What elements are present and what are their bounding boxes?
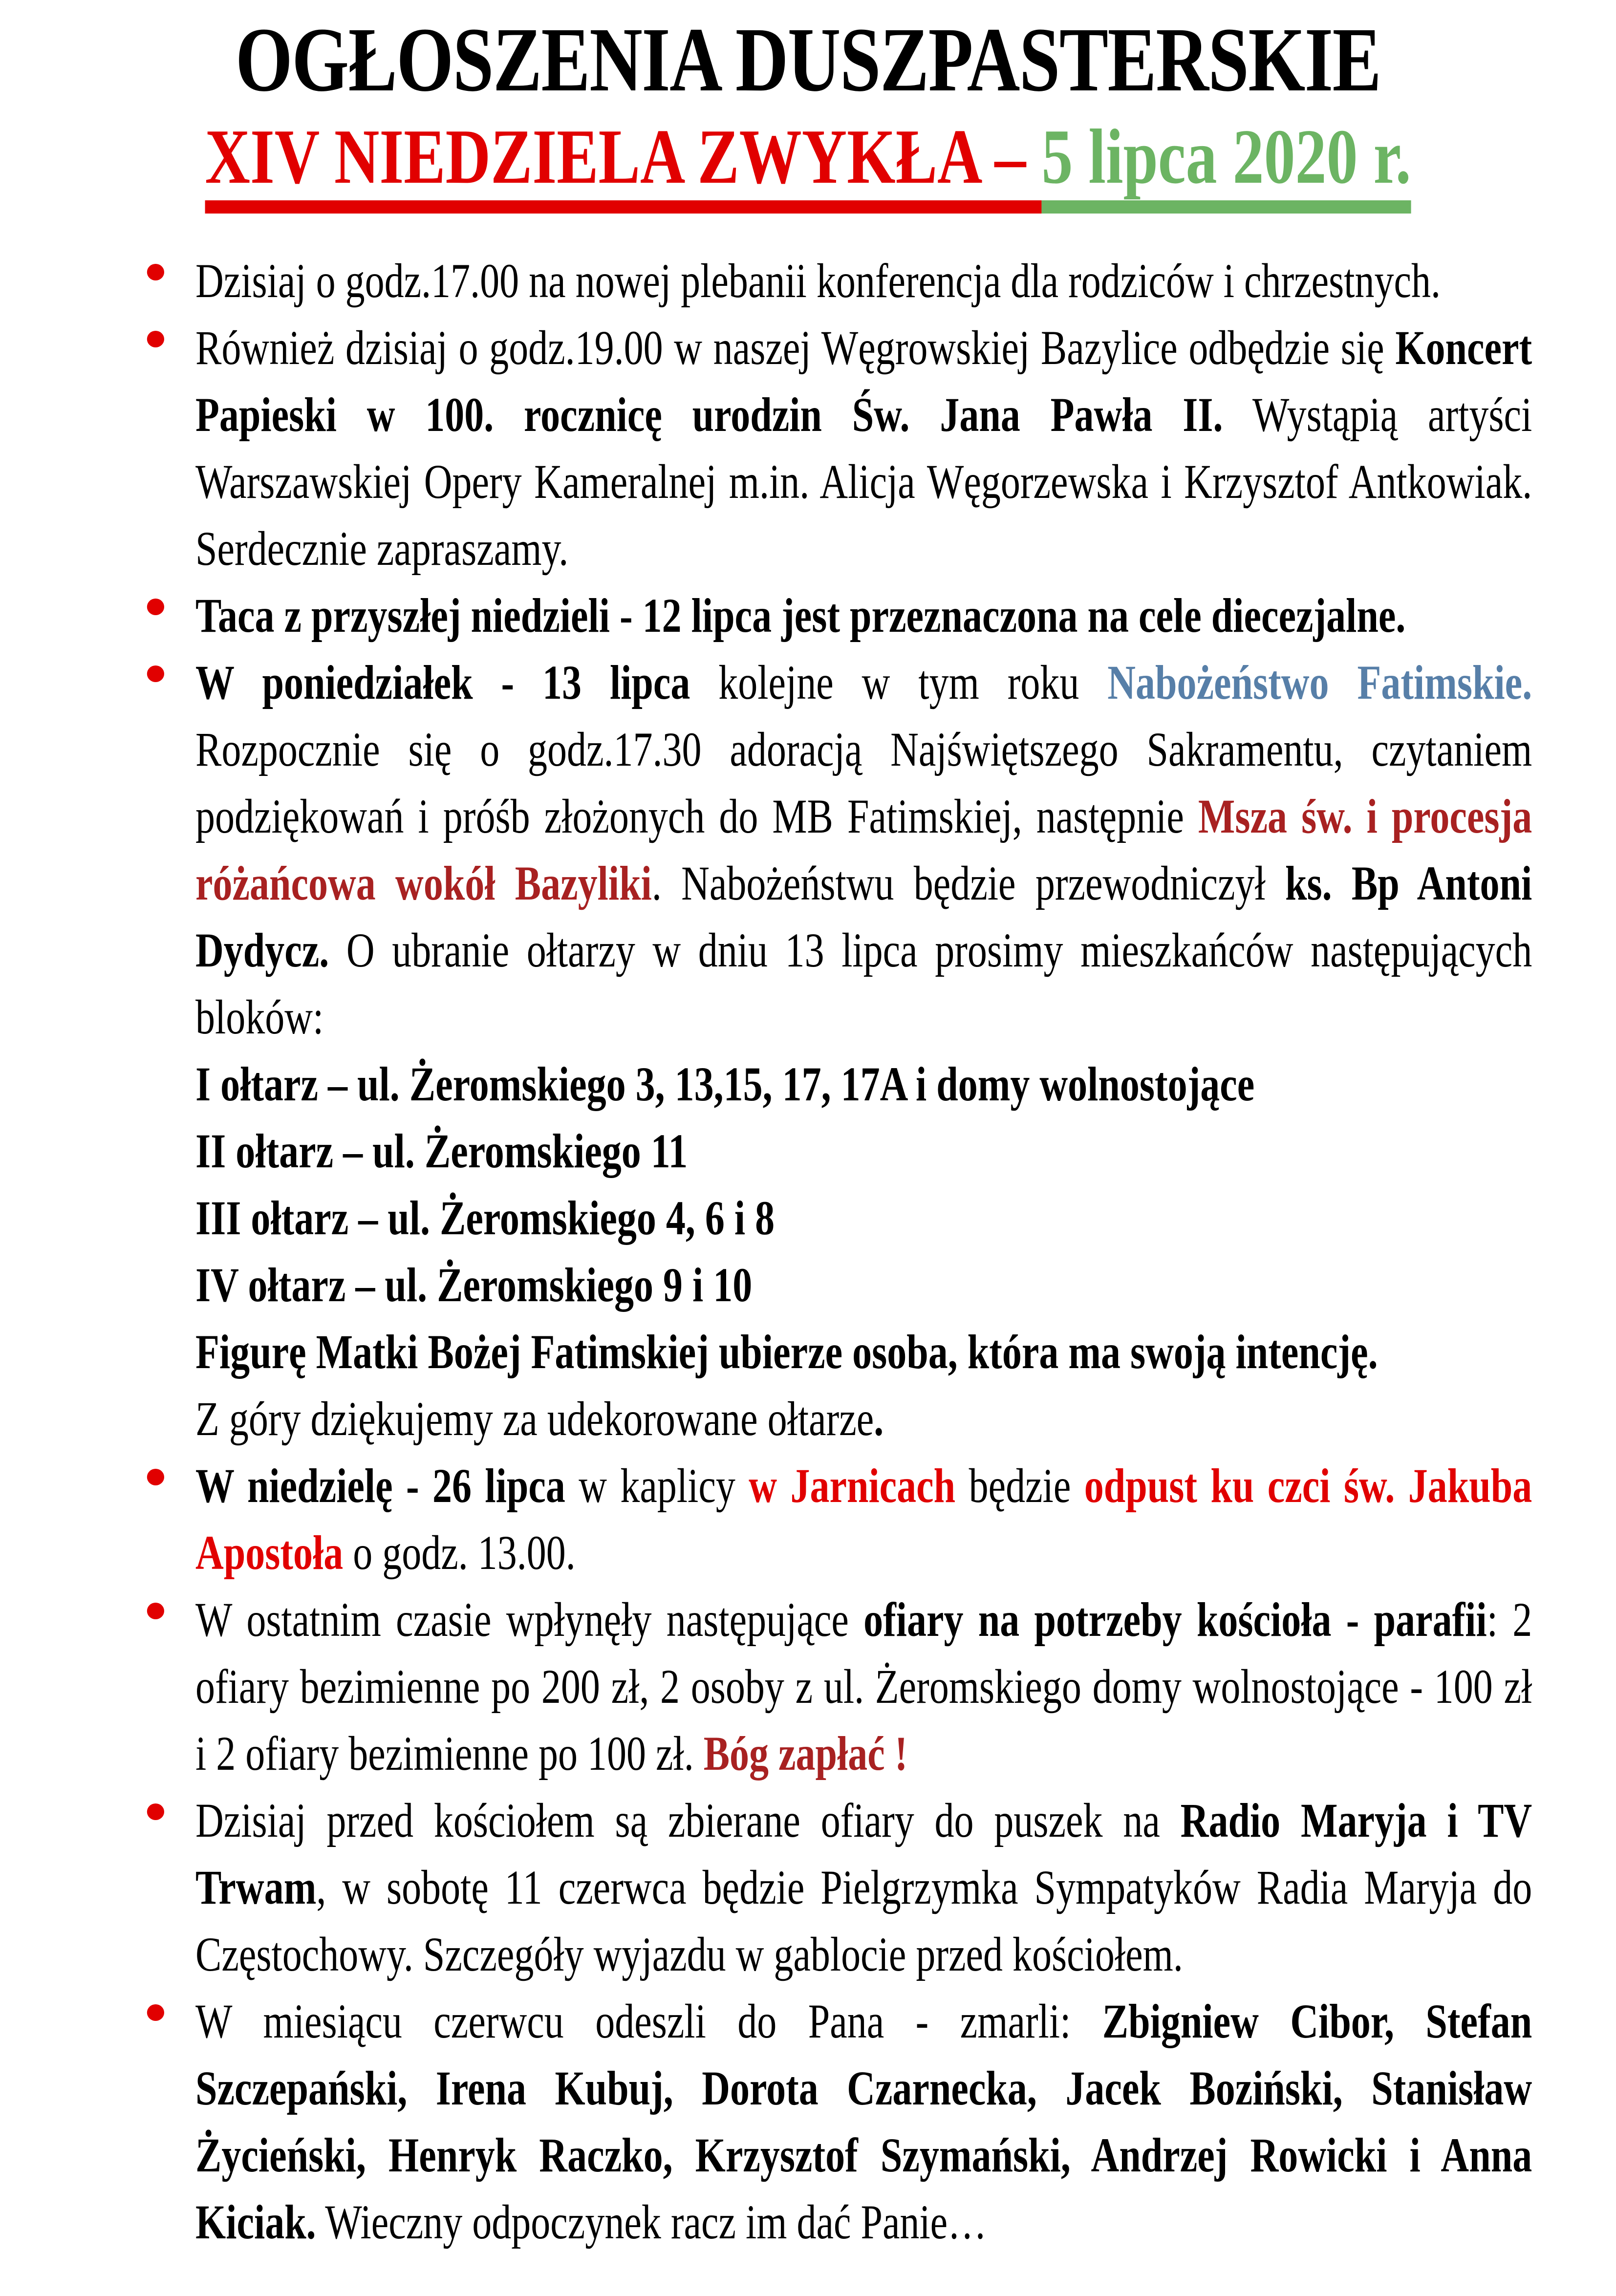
subtitle-sunday-label: XIV NIEDZIELA ZWYKŁA – — [205, 113, 1042, 200]
announcement-item — [195, 314, 1532, 582]
bullet-marker-icon — [147, 2004, 164, 2021]
announcement-item — [195, 1586, 1532, 1787]
announcement-item — [195, 1452, 1532, 1586]
bullet-marker-icon — [147, 331, 164, 347]
announcement-item — [195, 1988, 1532, 2255]
text-run: , w sobotę 11 czerwca będzie Pielgrzymka Sympatyków Radia Maryja do Częstochowy. Szczegóły wyjazdu w gablocie przed kościołem. — [195, 1860, 1532, 1981]
parish-announcements-document — [0, 8, 1616, 2296]
text-run: IV ołtarz – ul. Żeromskiego 9 i 10 — [195, 1258, 753, 1312]
text-run: III ołtarz – ul. Żeromskiego 4, 6 i 8 — [195, 1191, 775, 1245]
text-run: O ubranie ołtarzy w dniu 13 lipca prosimy mieszkańców następujących bloków: — [195, 923, 1532, 1044]
document-title: OGŁOSZENIA DUSZPASTERSKIE — [235, 8, 1381, 110]
announcement-item — [195, 649, 1532, 1452]
bullet-marker-icon — [147, 1803, 164, 1820]
text-run: Dzisiaj o godz.17.00 na nowej plebanii konferencja dla rodziców i chrzestnych. — [195, 254, 1441, 308]
text-run: Również dzisiaj o godz.19.00 w naszej Węgrowskiej Bazylice odbędzie się — [195, 321, 1396, 375]
text-run: Z góry dziękujemy za udekorowane ołtarze — [195, 1392, 874, 1446]
document-subtitle — [0, 108, 1616, 204]
text-run: w Jarnicach — [749, 1459, 956, 1513]
text-run: Nabożeństwo Fatimskie. — [1107, 655, 1532, 709]
text-run: : 2 ofiary bezimienne po 200 zł, 2 osoby z ul. Żeromskiego domy wolnostojące - 100 zł i 2 ofiary bezimienne po 100 zł. — [195, 1592, 1532, 1781]
text-run: . — [874, 1392, 884, 1446]
text-run: Dzisiaj przed kościołem są zbierane ofiary do puszek na — [195, 1793, 1181, 1847]
text-run: II ołtarz – ul. Żeromskiego 11 — [195, 1124, 688, 1178]
text-run: Radio Maryja i TV Trwam — [195, 1793, 1532, 1914]
announcement-item — [195, 1787, 1532, 1988]
text-run: Taca z przyszłej niedzieli - 12 lipca jest przeznaczona na cele diecezjalne. — [195, 588, 1406, 643]
bullet-marker-icon — [147, 665, 164, 682]
text-run: kolejne w tym roku — [690, 655, 1108, 709]
text-run: W poniedziałek - 13 lipca — [195, 655, 690, 709]
document-page — [0, 8, 1616, 2296]
text-run: W miesiącu czerwcu odeszli do Pana - zmarli: — [195, 1994, 1102, 2048]
bullet-marker-icon — [147, 1469, 164, 1485]
text-run: będzie — [955, 1459, 1084, 1513]
bullet-marker-icon — [147, 599, 164, 615]
text-run: w kaplicy — [565, 1459, 749, 1513]
text-run: Koncert Papieski w 100. rocznicę urodzin Św. Jana Pawła II. — [195, 321, 1532, 442]
text-run: Wieczny odpoczynek racz im dać Panie… — [316, 2195, 987, 2249]
text-run: Figurę Matki Bożej Fatimskiej ubierze osoba, która ma swoją intencję. — [195, 1325, 1378, 1379]
text-run: Bóg zapłać ! — [703, 1726, 908, 1781]
text-run: W niedzielę - 26 lipca — [195, 1459, 565, 1513]
bullet-marker-icon — [147, 264, 164, 280]
subtitle-date: 5 lipca 2020 r. — [1041, 113, 1411, 200]
text-run: W ostatnim czasie wpłynęły następujące — [195, 1592, 864, 1647]
text-run: ofiary na potrzeby kościoła - parafii — [863, 1592, 1487, 1647]
bullet-marker-icon — [147, 1603, 164, 1619]
text-run: Msza św. i procesja różańcowa wokół Bazyliki — [195, 789, 1532, 910]
text-run: Rozpocznie się o godz.17.30 adoracją Najświętszego Sakramentu, czytaniem podziękowań i próśb złożonych do MB Fatimskiej, następnie — [195, 722, 1532, 843]
text-run: Zbigniew Cibor, Stefan Szczepański, Irena Kubuj, Dorota Czarnecka, Jacek Boziński, Stanisław Życieński, Henryk Raczko, Krzysztof Szymański, Andrzej Rowicki i Anna Kiciak. — [195, 1994, 1532, 2249]
announcement-list — [195, 247, 1532, 2255]
text-run: odpust ku czci św. Jakuba Apostoła — [195, 1459, 1532, 1580]
text-run: o godz. 13.00. — [343, 1525, 576, 1580]
text-run: Wystąpią artyści Warszawskiej Opery Kameralnej m.in. Alicja Węgorzewska i Krzysztof Antkowiak. Serdecznie zapraszamy. — [195, 387, 1532, 576]
announcement-item — [195, 247, 1532, 314]
text-run: ks. Bp Antoni Dydycz. — [195, 856, 1532, 977]
text-run: I ołtarz – ul. Żeromskiego 3, 13,15, 17, 17A i domy wolnostojące — [195, 1057, 1255, 1111]
text-run: . Nabożeństwu będzie przewodniczył — [651, 856, 1285, 910]
announcement-item — [195, 582, 1532, 649]
